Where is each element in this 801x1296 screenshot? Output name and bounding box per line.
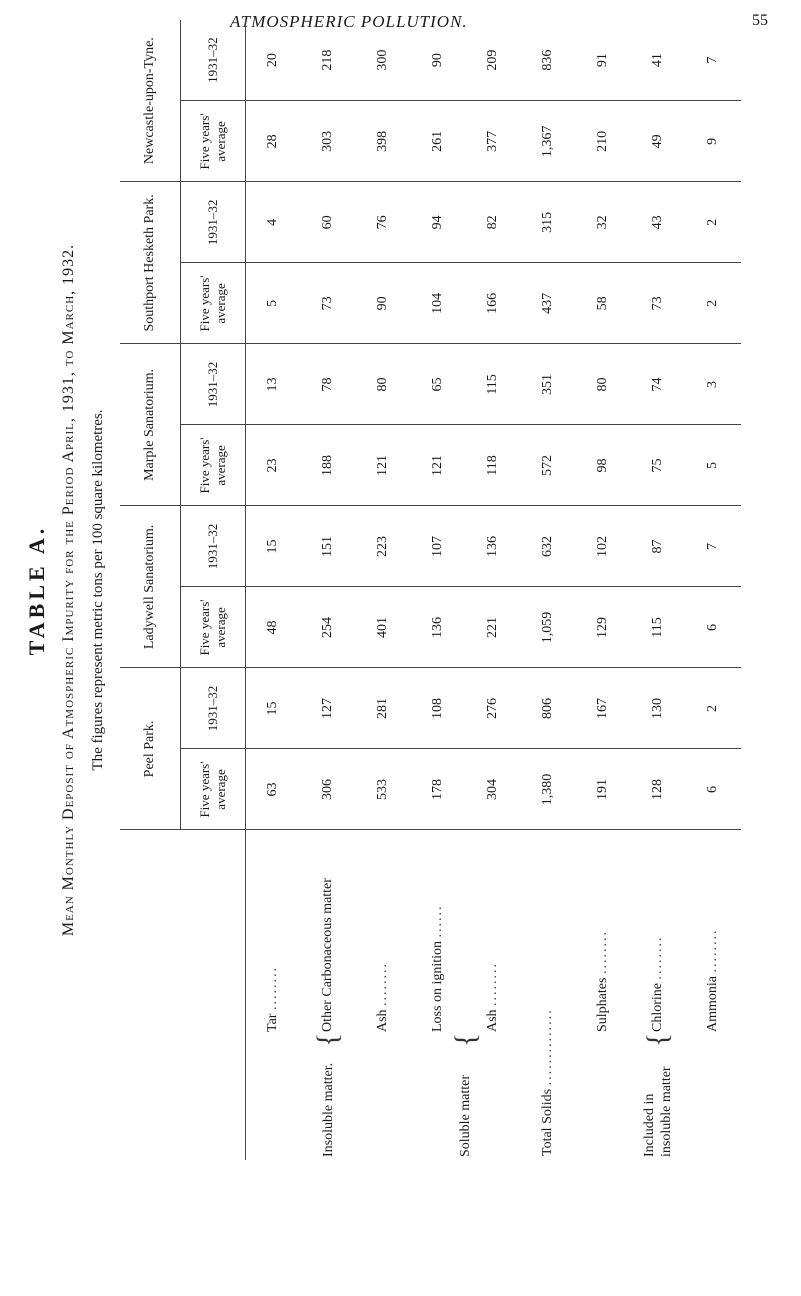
table-cell: 28 <box>246 101 301 182</box>
table-cell: 121 <box>411 425 466 506</box>
leader-dots: ...... <box>430 904 445 938</box>
row-label-other-carbonaceous: Other Carbonaceous matter <box>320 878 335 1032</box>
table-cell: 377 <box>466 101 521 182</box>
table-cell: 63 <box>246 749 301 830</box>
leader-dots: ........ <box>485 961 500 1006</box>
table-cell: 304 <box>466 749 521 830</box>
table-cell: 1,059 <box>521 587 576 668</box>
table-cell: 188 <box>301 425 356 506</box>
pollution-table <box>120 20 741 1160</box>
table-cell: 20 <box>246 20 301 101</box>
row-label-ammonia: Ammonia <box>705 976 720 1032</box>
table-cell: 254 <box>301 587 356 668</box>
table-cell: 60 <box>301 182 356 263</box>
row-label-total-solids: Total Solids <box>540 1088 555 1156</box>
column-header-five-year: Five years' average <box>181 749 246 830</box>
table-cell: 115 <box>466 344 521 425</box>
table-cell: 74 <box>631 344 686 425</box>
table-cell: 94 <box>411 182 466 263</box>
table-cell: 223 <box>356 506 411 587</box>
table-cell: 806 <box>521 668 576 749</box>
row-label-ash-soluble: Ash <box>485 1009 500 1032</box>
station-header-ladywell: Ladywell Sanatorium. <box>120 506 181 668</box>
table-cell: 58 <box>576 263 631 344</box>
leader-dots: ........ <box>595 930 610 975</box>
table-cell: 351 <box>521 344 576 425</box>
row-label <box>686 830 741 1036</box>
column-header-1931-32: 1931–32 <box>181 344 246 425</box>
table-cell: 437 <box>521 263 576 344</box>
table-cell: 4 <box>246 182 301 263</box>
table-cell: 632 <box>521 506 576 587</box>
table-title: Mean Monthly Deposit of Atmospheric Impurity for the Period April, 1931, to March, 1932. <box>60 243 77 937</box>
table-cell: 306 <box>301 749 356 830</box>
row-label-tar: Tar <box>265 1013 281 1032</box>
column-header-1931-32: 1931–32 <box>181 668 246 749</box>
table-cell: 167 <box>576 668 631 749</box>
table-cell: 23 <box>246 425 301 506</box>
table-row <box>466 20 521 1160</box>
table-row <box>576 20 631 1160</box>
page-number: 55 <box>752 12 768 29</box>
table-cell: 836 <box>521 20 576 101</box>
table-cell: 41 <box>631 20 686 101</box>
table-row <box>246 20 301 1160</box>
table-cell: 9 <box>686 101 741 182</box>
leader-dots: ........ <box>650 935 665 980</box>
table-cell: 13 <box>246 344 301 425</box>
column-header-1931-32: 1931–32 <box>181 20 246 101</box>
table-cell: 300 <box>356 20 411 101</box>
running-title: ATMOSPHERIC POLLUTION. <box>230 12 468 31</box>
column-header-five-year: Five years' average <box>181 101 246 182</box>
column-header-1931-32: 1931–32 <box>181 182 246 263</box>
table-cell: 178 <box>411 749 466 830</box>
table-cell: 209 <box>466 20 521 101</box>
table-cell: 118 <box>466 425 521 506</box>
table-cell: 276 <box>466 668 521 749</box>
table-cell: 90 <box>356 263 411 344</box>
table-cell: 151 <box>301 506 356 587</box>
table-cell: 2 <box>686 182 741 263</box>
table-cell: 78 <box>301 344 356 425</box>
table-cell: 15 <box>246 506 301 587</box>
table-cell: 136 <box>466 506 521 587</box>
brace-icon: { <box>311 1032 345 1047</box>
table-cell: 281 <box>356 668 411 749</box>
table-cell: 104 <box>411 263 466 344</box>
row-label-ash-insoluble: Ash <box>375 1009 390 1032</box>
row-label <box>356 830 411 1036</box>
table-label: TABLE A. <box>24 524 49 656</box>
table-cell: 98 <box>576 425 631 506</box>
row-label-chlorine: Chlorine <box>650 983 665 1032</box>
table-cell: 191 <box>576 749 631 830</box>
column-header-1931-32: 1931–32 <box>181 506 246 587</box>
table-cell: 82 <box>466 182 521 263</box>
table-cell: 572 <box>521 425 576 506</box>
table-cell: 107 <box>411 506 466 587</box>
row-label <box>521 830 576 1160</box>
table-cell: 73 <box>301 263 356 344</box>
row-label <box>631 830 686 1036</box>
table-cell: 115 <box>631 587 686 668</box>
rotated-table-page <box>20 0 760 1180</box>
table-cell: 136 <box>411 587 466 668</box>
table-cell: 43 <box>631 182 686 263</box>
table-cell: 2 <box>686 668 741 749</box>
leader-dots: ........ <box>265 966 281 1011</box>
table-cell: 108 <box>411 668 466 749</box>
column-header-five-year: Five years' average <box>181 425 246 506</box>
table-cell: 48 <box>246 587 301 668</box>
table-cell: 166 <box>466 263 521 344</box>
group-label-insoluble: Insoluble matter. <box>320 1062 336 1157</box>
table-cell: 87 <box>631 506 686 587</box>
table-cell: 303 <box>301 101 356 182</box>
table-cell: 315 <box>521 182 576 263</box>
row-label <box>576 830 631 1036</box>
table-cell: 130 <box>631 668 686 749</box>
table-cell: 129 <box>576 587 631 668</box>
table-cell: 15 <box>246 668 301 749</box>
table-row <box>631 20 686 1160</box>
table-row <box>301 20 356 1160</box>
station-header-peel-park: Peel Park. <box>120 668 181 830</box>
table-cell: 121 <box>356 425 411 506</box>
table-cell: 6 <box>686 749 741 830</box>
table-cell: 5 <box>246 263 301 344</box>
table-cell: 75 <box>631 425 686 506</box>
row-label <box>466 830 521 1036</box>
table-cell: 398 <box>356 101 411 182</box>
table-cell: 218 <box>301 20 356 101</box>
row-label <box>246 830 301 1036</box>
table-cell: 90 <box>411 20 466 101</box>
label-column-header <box>120 830 246 1160</box>
table-cell: 127 <box>301 668 356 749</box>
table-cell: 32 <box>576 182 631 263</box>
station-header-marple: Marple Sanatorium. <box>120 344 181 506</box>
table-row <box>356 20 411 1160</box>
table-row <box>686 20 741 1160</box>
table-cell: 2 <box>686 263 741 344</box>
brace-icon: { <box>448 1032 482 1047</box>
row-label-sulphates: Sulphates <box>595 977 610 1032</box>
table-cell: 1,367 <box>521 101 576 182</box>
table-cell: 73 <box>631 263 686 344</box>
table-cell: 6 <box>686 587 741 668</box>
table-cell: 102 <box>576 506 631 587</box>
table-cell: 7 <box>686 506 741 587</box>
table-cell: 80 <box>356 344 411 425</box>
table-cell: 76 <box>356 182 411 263</box>
table-cell: 49 <box>631 101 686 182</box>
table-cell: 221 <box>466 587 521 668</box>
table-cell: 210 <box>576 101 631 182</box>
table-cell: 261 <box>411 101 466 182</box>
table-cell: 1,380 <box>521 749 576 830</box>
leader-dots: .............. <box>540 1008 555 1086</box>
station-header-newcastle: Newcastle-upon-Tyne. <box>120 20 181 182</box>
group-label-included: Included in insoluble matter <box>641 1066 674 1157</box>
column-header-five-year: Five years' average <box>181 587 246 668</box>
row-label-loss-on-ignition: Loss on ignition <box>430 940 445 1032</box>
table-cell: 533 <box>356 749 411 830</box>
table-row <box>521 20 576 1160</box>
leader-dots: ........ <box>705 928 720 973</box>
station-header-southport: Southport Hesketh Park. <box>120 182 181 344</box>
table-cell: 3 <box>686 344 741 425</box>
table-cell: 401 <box>356 587 411 668</box>
table-cell: 65 <box>411 344 466 425</box>
brace-icon: { <box>641 1032 674 1047</box>
table-cell: 80 <box>576 344 631 425</box>
table-cell: 128 <box>631 749 686 830</box>
table-cell: 5 <box>686 425 741 506</box>
row-label <box>301 830 356 1036</box>
column-header-five-year: Five years' average <box>181 263 246 344</box>
table-caption: The figures represent metric tons per 100 square kilometres. <box>90 409 106 771</box>
row-label <box>411 830 466 1036</box>
table-cell: 7 <box>686 20 741 101</box>
group-label-soluble: Soluble matter <box>457 1074 473 1157</box>
leader-dots: ........ <box>375 961 390 1006</box>
table-cell: 91 <box>576 20 631 101</box>
table-row <box>411 20 466 1160</box>
